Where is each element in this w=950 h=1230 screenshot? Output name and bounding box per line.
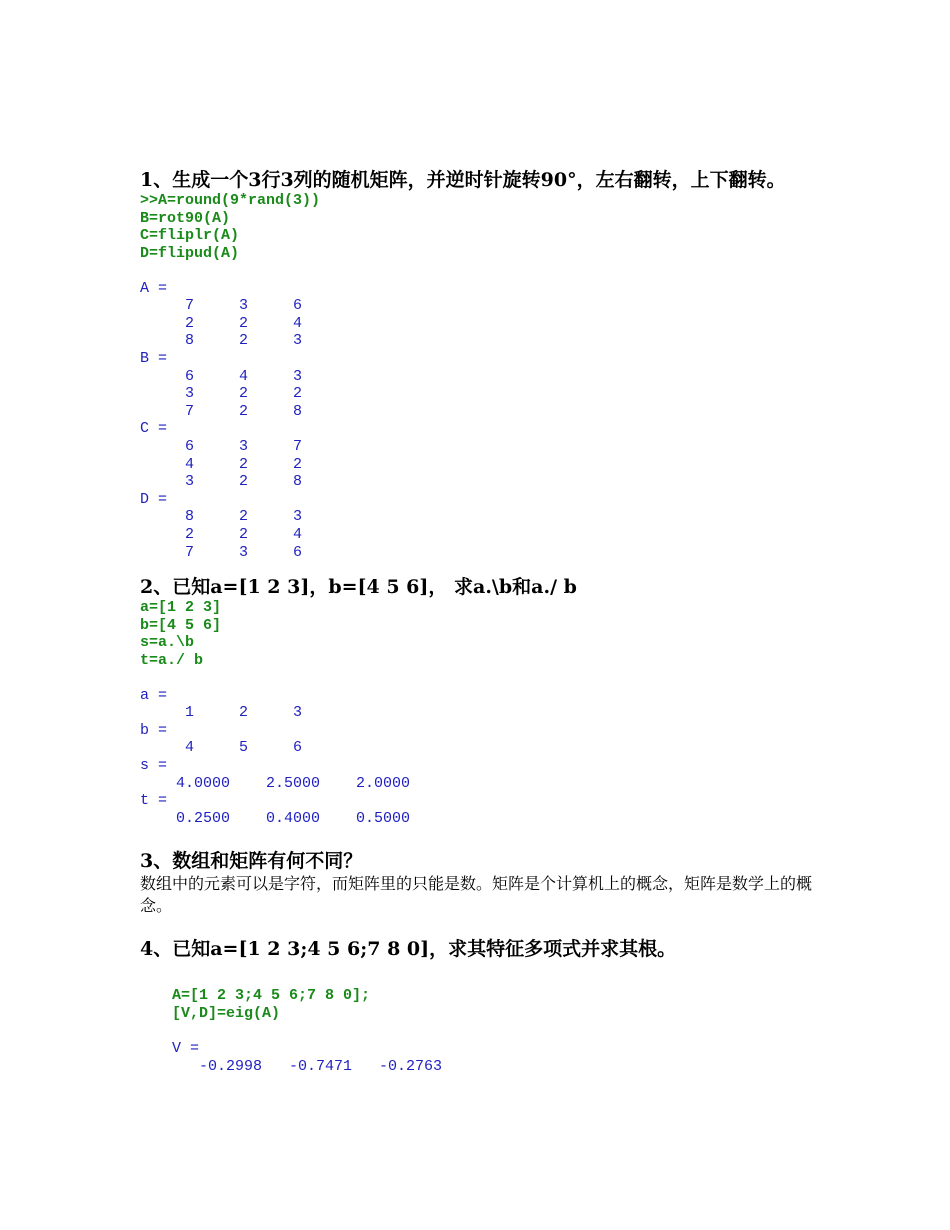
question-3-answer: 数组中的元素可以是字符，而矩阵里的只能是数。矩阵是个计算机上的概念，矩阵是数学上的概念。 xyxy=(140,874,813,916)
spacer xyxy=(140,961,820,987)
spacer xyxy=(140,669,820,687)
question-4-output: V = -0.2998 -0.7471 -0.2763 xyxy=(172,1040,443,1075)
question-4-heading: 4、已知a=[1 2 3;4 5 6;7 8 0]，求其特征多项式并求其根。 xyxy=(140,938,677,961)
spacer xyxy=(140,827,820,849)
question-1-code: >>A=round(9*rand(3)) B=rot90(A) C=fliplr(A) D=flipud(A) xyxy=(140,192,321,262)
question-4-code: A=[1 2 3;4 5 6;7 8 0]; [V,D]=eig(A) xyxy=(172,987,371,1022)
spacer xyxy=(140,1022,820,1040)
spacer xyxy=(140,561,820,575)
spacer xyxy=(140,262,820,280)
question-3 xyxy=(140,849,820,917)
question-2-output: a = 1 2 3 b = 4 5 6 s = 4.0000 2.5000 2.0000 t = 0.2500 0.4000 0.5000 xyxy=(140,686,411,827)
question-1 xyxy=(140,168,820,561)
question-4 xyxy=(140,937,820,1075)
spacer xyxy=(140,917,820,937)
question-2-heading: 2、已知a=[1 2 3]，b=[4 5 6]， 求a.\b和a./ b xyxy=(140,576,577,599)
question-1-heading: 1、生成一个3行3列的随机矩阵，并逆时针旋转90°，左右翻转，上下翻转。 xyxy=(140,169,786,191)
question-3-heading: 3、数组和矩阵有何不同？ xyxy=(140,850,363,873)
question-1-output: A = 7 3 6 2 2 4 8 2 3 B = 6 4 3 3 2 2 7 2 8 C = 6 3 7 4 2 2 3 2 8 D = 8 2 3 2 2 4 7 3 6 xyxy=(140,279,303,561)
document-page xyxy=(140,168,820,1075)
question-2 xyxy=(140,575,820,827)
question-2-code: a=[1 2 3] b=[4 5 6] s=a.\b t=a./ b xyxy=(140,599,222,669)
